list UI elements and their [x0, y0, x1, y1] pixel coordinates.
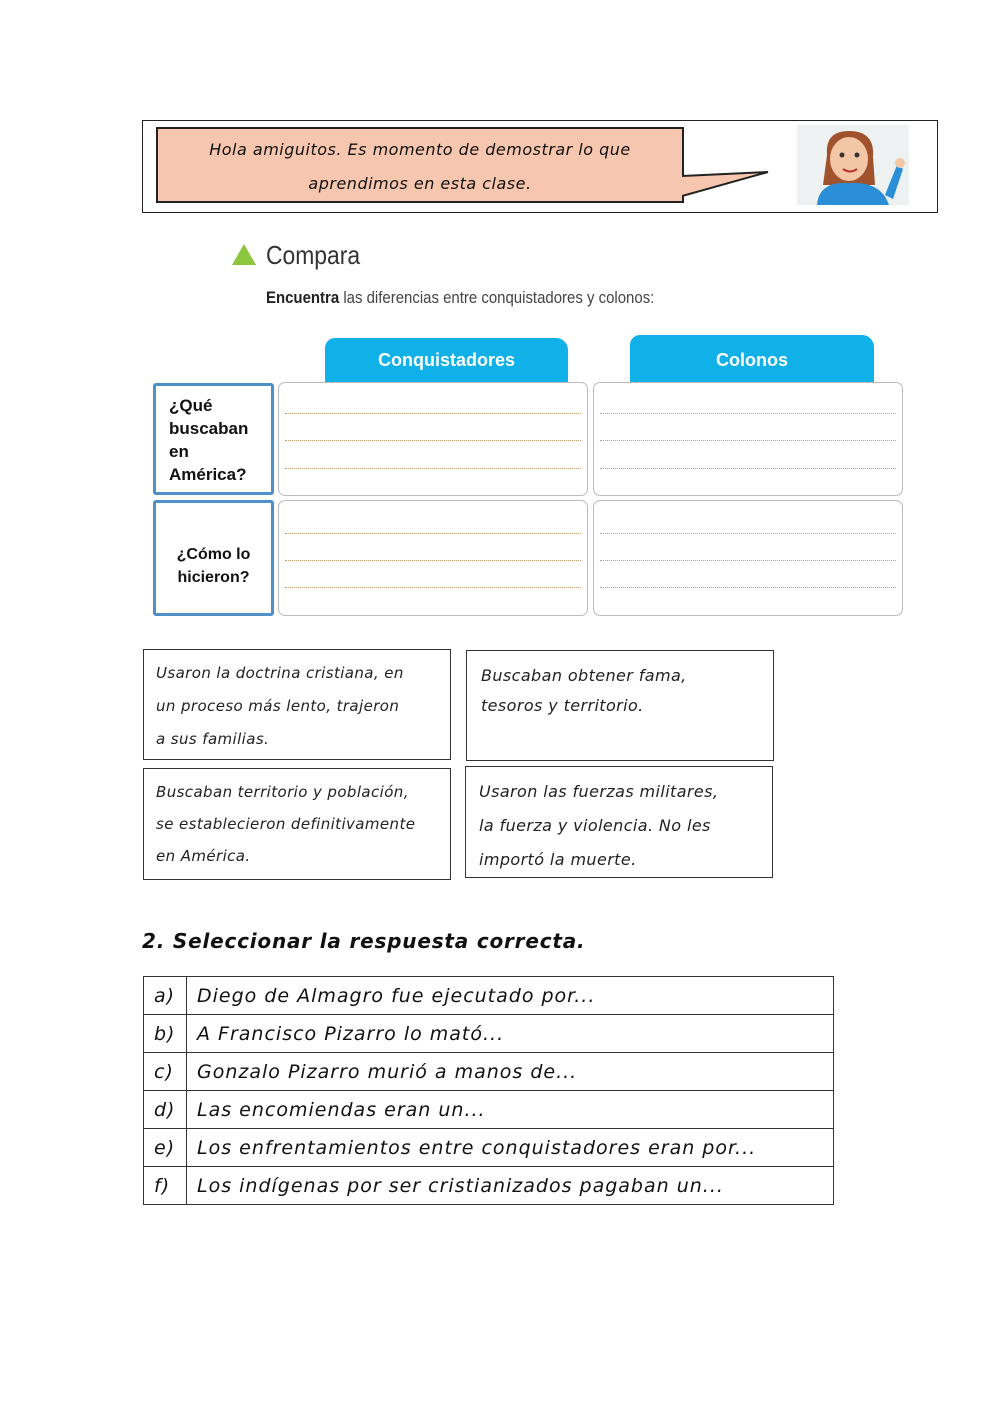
option-line: importó la muerte.: [479, 850, 637, 869]
writing-line: [600, 587, 896, 588]
column-header-colonos: Colonos: [630, 335, 874, 382]
instruction-bold: Encuentra: [266, 288, 340, 307]
row-label-line: ¿Cómo lo: [176, 546, 251, 563]
answer-option-fuerzas-militares[interactable]: [465, 766, 773, 878]
question-text[interactable]: A Francisco Pizarro lo mató...: [187, 1015, 834, 1053]
answer-option-doctrina-cristiana[interactable]: [143, 649, 451, 760]
teacher-avatar-drawing: [797, 125, 909, 205]
question-text[interactable]: Diego de Almagro fue ejecutado por...: [187, 977, 834, 1015]
writing-line: [285, 587, 581, 588]
drop-cell-conquistadores-que-buscaban[interactable]: [278, 382, 588, 496]
question-text[interactable]: Las encomiendas eran un...: [187, 1091, 834, 1129]
question-text[interactable]: Los indígenas por ser cristianizados pagaban un...: [187, 1167, 834, 1205]
speech-bubble: [156, 127, 684, 203]
question-2-table: [143, 976, 834, 1205]
writing-line: [285, 533, 581, 534]
question-row: [144, 1053, 834, 1091]
question-2-title: 2. Seleccionar la respuesta correcta.: [142, 929, 586, 953]
row-label-line: hicieron?: [177, 569, 250, 586]
instruction-text: las diferencias entre conquistadores y colonos:: [339, 288, 655, 307]
section-instruction: [266, 288, 654, 308]
writing-line: [600, 413, 896, 414]
writing-line: [285, 468, 581, 469]
option-line: se establecieron definitivamente: [156, 815, 416, 833]
row-label-que-buscaban: [153, 383, 274, 495]
bubble-line-1: Hola amiguitos. Es momento de demostrar lo que: [209, 140, 631, 159]
option-line: Usaron la doctrina cristiana, en: [156, 664, 404, 682]
option-line: Buscaban territorio y población,: [156, 783, 409, 801]
option-line: un proceso más lento, trajeron: [156, 697, 400, 715]
question-letter: d): [144, 1091, 187, 1129]
row-label-line: ¿Qué: [169, 396, 213, 415]
option-line: tesoros y territorio.: [481, 696, 644, 715]
writing-line: [285, 440, 581, 441]
question-letter: e): [144, 1129, 187, 1167]
drop-cell-colonos-como-lo-hicieron[interactable]: [593, 500, 903, 616]
option-line: en América.: [156, 847, 251, 865]
writing-line: [600, 468, 896, 469]
question-row: [144, 1091, 834, 1129]
option-line: la fuerza y violencia. No les: [479, 816, 711, 835]
bubble-line-2: aprendimos en esta clase.: [308, 174, 532, 193]
section-title: Compara: [266, 240, 361, 270]
question-row: [144, 1015, 834, 1053]
answer-option-territorio-poblacion[interactable]: [143, 768, 451, 880]
option-line: a sus familias.: [156, 730, 270, 748]
writing-line: [285, 560, 581, 561]
option-line: Buscaban obtener fama,: [481, 666, 687, 685]
row-label-line: en: [169, 442, 189, 461]
row-label-line: buscaban: [169, 419, 249, 438]
writing-line: [285, 413, 581, 414]
question-letter: b): [144, 1015, 187, 1053]
question-letter: c): [144, 1053, 187, 1091]
question-row: [144, 1167, 834, 1205]
column-header-conquistadores: Conquistadores: [325, 338, 568, 382]
speech-bubble-tail: [682, 168, 772, 208]
row-label-line: América?: [169, 465, 247, 484]
question-letter: f): [144, 1167, 187, 1205]
option-line: Usaron las fuerzas militares,: [479, 782, 719, 801]
question-text[interactable]: Gonzalo Pizarro murió a manos de...: [187, 1053, 834, 1091]
triangle-bullet-icon: [232, 244, 256, 265]
question-row: [144, 1129, 834, 1167]
row-label-como-lo-hicieron: [153, 500, 274, 616]
drop-cell-colonos-que-buscaban[interactable]: [593, 382, 903, 496]
writing-line: [600, 560, 896, 561]
drop-cell-conquistadores-como-lo-hicieron[interactable]: [278, 500, 588, 616]
writing-line: [600, 533, 896, 534]
question-letter: a): [144, 977, 187, 1015]
writing-line: [600, 440, 896, 441]
question-text[interactable]: Los enfrentamientos entre conquistadores eran por...: [187, 1129, 834, 1167]
answer-option-fama-tesoros[interactable]: [466, 650, 774, 761]
question-row: [144, 977, 834, 1015]
